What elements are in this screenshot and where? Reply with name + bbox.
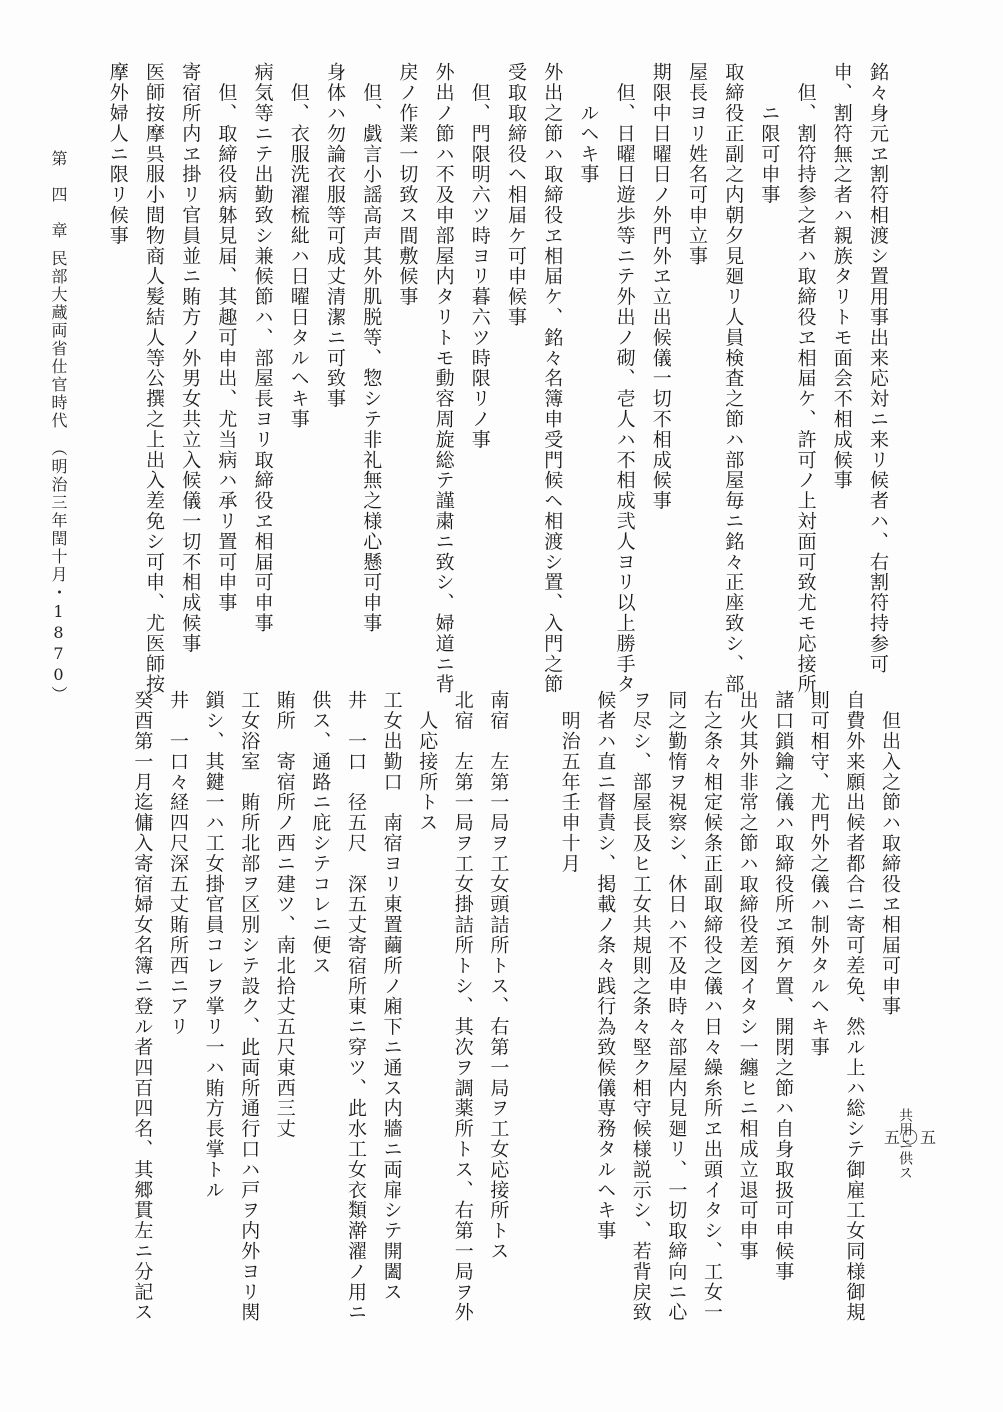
lower-text-line: 鎖シ、其鍵一ハ工女掛官員コレヲ掌リ一ハ賄方長掌トル xyxy=(202,690,225,1200)
lower-text-line: 則可相守、尤門外之儀ハ制外タルヘキ事 xyxy=(807,690,830,1058)
upper-text-line: ニ限可申事 xyxy=(758,62,781,205)
lower-text-line: 但出入之節ハ取締役ヱ相届可申事 xyxy=(879,690,901,1017)
lower-text-line: 癸酉第一月迄傭入寄宿婦女名簿ニ登ル者四百四名、其郷貫左ニ分記ス xyxy=(131,690,154,1323)
upper-text-line: 但、衣服洗濯梳紕ハ日曜日タルヘキ事 xyxy=(287,62,310,430)
upper-text-line: 受取取締役ヘ相届ケ可申候事 xyxy=(505,62,527,328)
lower-text-line: 候者ハ直ニ督責シ、掲載ノ条々践行為致候儀専務タルヘキ事 xyxy=(594,690,617,1241)
lower-text-line: 工女出勤口 南宿ヨリ東置繭所ノ廂下ニ通ス内牆ニ両扉シテ開闔ス xyxy=(380,690,403,1302)
running-head-chapter: 第 四 章 xyxy=(49,150,68,240)
upper-text-line: 但、取締役病躰見届、其趣可申出、尤当病ハ承リ置可申事 xyxy=(215,62,238,613)
upper-text-line: 病気等ニテ出勤致シ兼候節ハ、部屋長ヨリ取締役ヱ相届可申事 xyxy=(251,62,274,634)
lower-text-line: 諸口鎖鑰之儀ハ取締役所ヱ預ケ置、開閉之節ハ自身取扱可申候事 xyxy=(772,690,795,1282)
lower-text-line: 井 一口 径五尺 深五丈寄宿所東ニ穿ツ、此水工女衣類澣濯ノ用ニ xyxy=(345,690,367,1323)
upper-text-line: 屋長ヨリ姓名可申立事 xyxy=(686,62,708,266)
upper-text-line: 取締役正副之内朝夕見廻リ人員検査之節ハ部屋毎ニ銘々正座致シ、部 xyxy=(722,62,745,695)
upper-text-line: 摩外婦人ニ限リ候事 xyxy=(106,62,129,246)
lower-text-line: 供ス、通路ニ庇シテコレニ便ス xyxy=(309,690,332,976)
lower-text-line: 出火其外非常之節ハ取締役差図イタシ一纏ヒニ相成立退可申事 xyxy=(736,690,759,1262)
upper-text-line: 戻ノ作業一切致ス間敷候事 xyxy=(396,62,419,307)
upper-text-line: 但、戯言小謡高声其外肌脱等、惣シテ非礼無之様心懸可申事 xyxy=(360,62,383,634)
upper-text-line: 期限中日曜日ノ外門外ヱ立出候儀一切不相成候事 xyxy=(649,62,672,511)
lower-text-line: 賄所 寄宿所ノ西ニ建ツ、南北拾丈五尺東西三丈 xyxy=(273,690,296,1139)
upper-text-line: 但、日曜日遊歩等ニテ外出ノ砌、壱人ハ不相成弐人ヨリ以上勝手タ xyxy=(613,62,636,695)
lower-text-line: 明治五年壬申十月 xyxy=(558,690,581,874)
lower-text-line: 工女浴室 賄所北部ヲ区別シテ設ク、此両所通行口ハ戸ヲ内外ヨリ関 xyxy=(238,690,261,1323)
lower-text-line: 井 一口々経四尺深五丈賄所西ニアリ xyxy=(167,690,189,1037)
upper-text-line: 申、割符無之者ハ親族タリトモ面会不相成候事 xyxy=(830,62,853,491)
upper-text-line: 医師按摩呉服小間物商人髪結人等公撰之上出入差免シ可申、尤医師按 xyxy=(143,62,165,695)
upper-text-line: 銘々身元ヱ割符相渡シ置用事出来応対ニ来リ候者ハ、右割符持参可 xyxy=(867,62,889,674)
running-head-section: 民部大蔵両省仕官時代 （明治三年閏十月・1870） xyxy=(49,250,68,704)
inline-note: 共用ニ供ス xyxy=(897,1108,913,1180)
lower-text-line: 同之勤惰ヲ視察シ、休日ハ不及申時々部屋内見廻リ、一切取締向ニ心 xyxy=(665,690,688,1323)
lower-text-line: 南宿 左第一局ヲ工女頭詰所トス、右第一局ヲ工女応接所トス xyxy=(487,690,510,1262)
lower-text-line: ヲ尽シ、部屋長及ヒ工女共規則之条々堅ク相守候様説示シ、若背戻致 xyxy=(629,690,652,1323)
upper-text-line: 身体ハ勿論衣服等可成丈清潔ニ可致事 xyxy=(324,62,346,409)
lower-text-line: 自費外来願出候者都合ニ寄可差免、然ル上ハ総シテ御雇工女同様御規 xyxy=(843,690,866,1323)
upper-text-line: 寄宿所内ヱ掛リ官員並ニ賄方ノ外男女共立入候儀一切不相成候事 xyxy=(179,62,202,654)
page-number: 五〇五 xyxy=(884,1128,939,1147)
upper-text-line: ルヘキ事 xyxy=(577,62,600,185)
upper-text-line: 但、割符持参之者ハ取締役ヱ相届ケ、許可ノ上対面可致尤モ応接所 xyxy=(794,62,817,695)
upper-text-line: 外出之節ハ取締役ヱ相届ケ、銘々名簿申受門候ヘ相渡シ置、入門之節 xyxy=(541,62,564,695)
lower-text-line: 北宿 左第一局ヲ工女掛詰所トシ、其次ヲ調薬所トス、右第一局ヲ外 xyxy=(451,690,474,1323)
lower-text-line: 人応接所トス xyxy=(416,690,439,833)
upper-text-line: 外出ノ節ハ不及申部屋内タリトモ動容周旋総テ謹粛ニ致シ、婦道ニ背 xyxy=(432,62,455,695)
upper-text-line: 但、門限明六ツ時ヨリ暮六ツ時限リノ事 xyxy=(468,62,491,450)
lower-text-line: 右之条々相定候条正副取締役之儀ハ日々繰糸所ヱ出頭イタシ、工女一 xyxy=(701,690,723,1323)
